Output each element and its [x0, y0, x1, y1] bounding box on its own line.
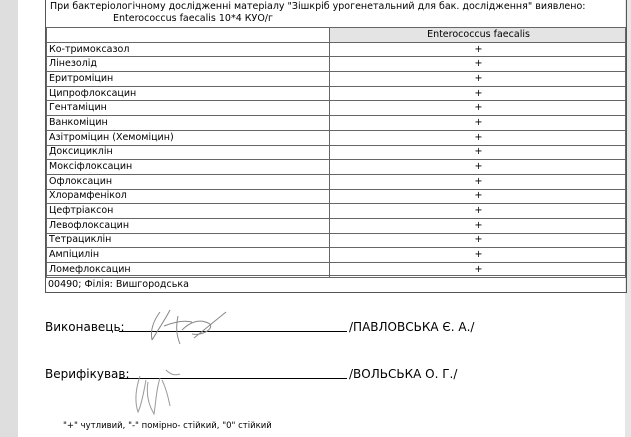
antibiotic-name: Моксіфлоксацин	[47, 160, 330, 175]
antibiogram-body	[47, 42, 626, 277]
legend: "+" чутливий, "-" помірно- стійкий, "0" стійкий	[63, 421, 272, 431]
table-row	[47, 130, 626, 145]
viewer-left-margin	[0, 0, 18, 437]
sensitivity-result: +	[330, 145, 626, 160]
organism-column-header: Enterococcus faecalis	[330, 28, 626, 43]
table-row	[47, 101, 626, 116]
antibiotic-name: Ванкоміцин	[47, 116, 330, 131]
sensitivity-result: +	[330, 57, 626, 72]
antibiotic-name: Лінезолід	[47, 57, 330, 72]
table-row	[47, 57, 626, 72]
antibiotic-name: Офлоксацин	[47, 174, 330, 189]
sensitivity-result: +	[330, 72, 626, 87]
table-row	[47, 116, 626, 131]
antibiotic-name: Ко-тримоксазол	[47, 42, 330, 57]
antibiotic-name: Еритроміцин	[47, 72, 330, 87]
table-row	[47, 42, 626, 57]
sensitivity-result: +	[330, 86, 626, 101]
table-row	[47, 72, 626, 87]
verifier-signature-image	[126, 360, 186, 420]
table-row	[47, 86, 626, 101]
intro-line: При бактеріологічному дослідженні матеріалу "Зішкріб урогенетальний для бак. дослідження" виявлено:	[50, 1, 586, 12]
sensitivity-result: +	[330, 189, 626, 204]
antibiotic-name: Ломефлоксацин	[47, 263, 330, 278]
antibiotic-name: Цефтріаксон	[47, 204, 330, 219]
table-footer	[46, 275, 626, 293]
verifier-label: Верифікував:	[45, 367, 130, 381]
antibiotic-name: Азітроміцин (Хемоміцин)	[47, 130, 330, 145]
sensitivity-result: +	[330, 101, 626, 116]
organism-line: Enterococcus faecalis 10*4 КУО/г	[113, 13, 273, 24]
sensitivity-result: +	[330, 233, 626, 248]
table-row	[47, 160, 626, 175]
table-row	[47, 248, 626, 263]
performer-name: /ПАВЛОВСЬКА Є. А./	[349, 320, 475, 334]
antibiotic-name: Ципрофлоксацин	[47, 86, 330, 101]
performer-signature-image	[130, 300, 240, 350]
antibiotic-name: Левофлоксацин	[47, 218, 330, 233]
antibiotic-name: Гентаміцин	[47, 101, 330, 116]
sensitivity-result: +	[330, 130, 626, 145]
table-row	[47, 174, 626, 189]
antibiotic-name: Тетрациклін	[47, 233, 330, 248]
table-row	[47, 233, 626, 248]
sensitivity-result: +	[330, 218, 626, 233]
performer-label: Виконавець:	[45, 320, 125, 334]
table-header-row	[47, 28, 626, 43]
table-row	[47, 204, 626, 219]
sensitivity-result: +	[330, 263, 626, 278]
sensitivity-result: +	[330, 248, 626, 263]
table-row	[47, 218, 626, 233]
sensitivity-result: +	[330, 174, 626, 189]
antibiotic-name: Доксициклін	[47, 145, 330, 160]
results-box	[45, 0, 627, 293]
table-row	[47, 145, 626, 160]
antibiogram-table	[46, 27, 626, 278]
sensitivity-result: +	[330, 160, 626, 175]
antibiotic-column-header	[47, 28, 330, 43]
antibiotic-name: Ампіцилін	[47, 248, 330, 263]
sensitivity-result: +	[330, 204, 626, 219]
branch-info: 00490; Філія: Вишгородська	[48, 279, 189, 290]
verifier-name: /ВОЛЬСЬКА О. Г./	[349, 367, 458, 381]
sensitivity-result: +	[330, 42, 626, 57]
document-page	[18, 0, 625, 437]
antibiotic-name: Хлорамфенікол	[47, 189, 330, 204]
table-row	[47, 189, 626, 204]
sensitivity-result: +	[330, 116, 626, 131]
